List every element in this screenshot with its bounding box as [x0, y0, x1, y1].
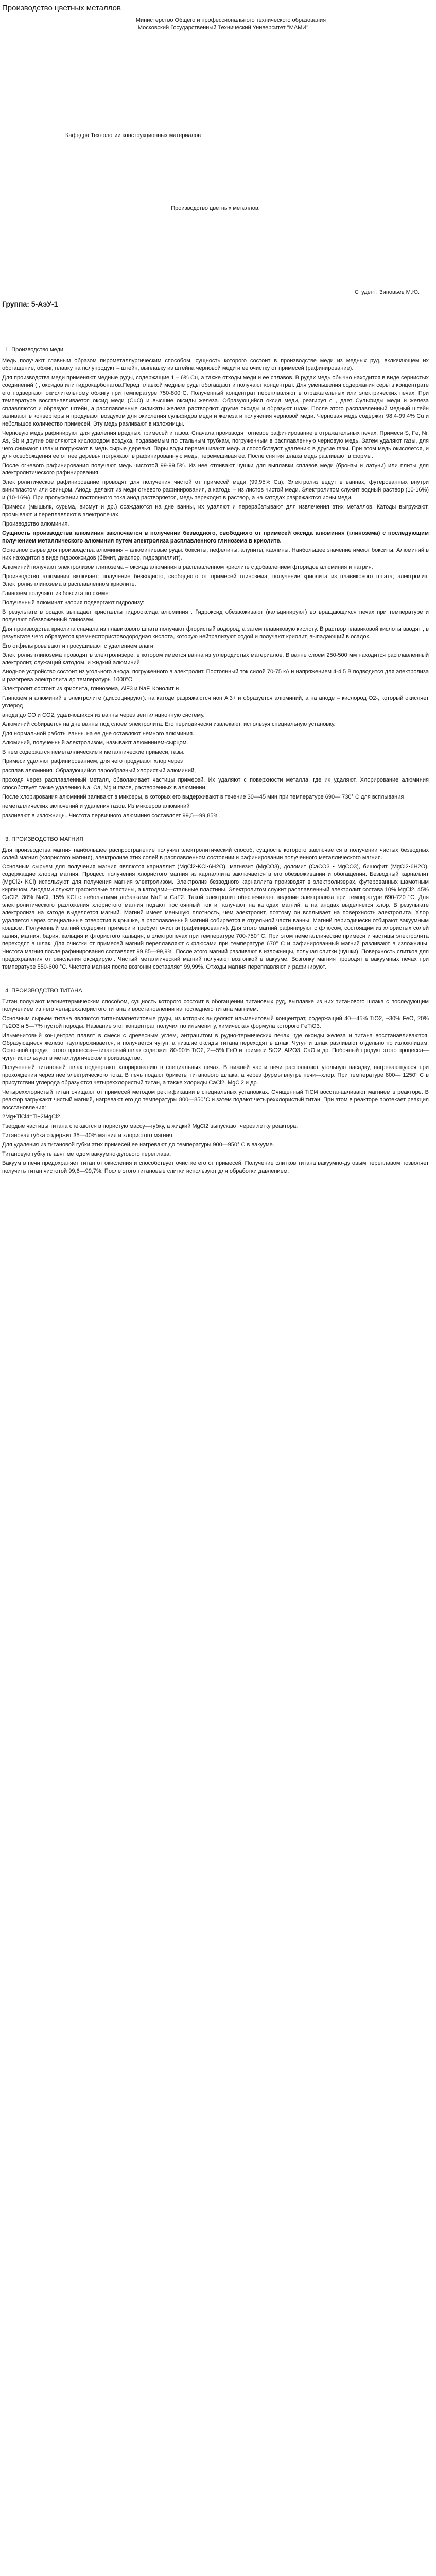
spacer	[2, 309, 429, 346]
paragraph: Глинозем и алюминий в электролите (диссоциируют): на катоде разряжаются ион Al3+ и образуется алюминий, а на аноде – кислород O2-, который окисляет углерод	[2, 695, 429, 709]
student-line: Студент: Зиновьев М.Ю.	[355, 289, 420, 296]
paragraph: Вакуум в печи предохраняет титан от окисления и способствует очистке его от примесей. Получение слитков титана вакуумно-дуговым переплавом позволяет получить титан чистотой 99,6—99,7%. После этого титановые слитки используют для обработки давлением.	[2, 1160, 429, 1174]
paragraph: Основным сырьем титана являются титаномагнетитовые руды, из которых выделяют ильменитовый концентрат, содержащий 40—45% TiO2, ~30% FeO, 20% Fe2O3 и 5—7% пустой породы. Название этот концентрат получил по ильмениту, химическая формула которого FeTiO3.	[2, 1015, 429, 1029]
paragraph: Черновую медь рафинируют для удаления вредных примесей и газов. Сначала производят огневое рафинирование в отражательных печах. Примеси S, Fe, Ni, As, Sb и другие окисляются кислородом воздуха, подаваемым по стальным трубкам, погруженным в расплавленную черновую медь. Затем удаляют газы, для чего снимают шлак и погружают в медь сырые деревья. Пары воды перемешивают медь и способствуют удалению в другие газы. При этом медь окисляется, и для освобождения ее от нее деревья погружают в рафинированную медь, перемешивая ее. После снятия шлака медь разливают в формы.	[2, 430, 429, 460]
document-title: Производство цветных металлов	[2, 4, 121, 12]
paragraph: Основным сырьем для получения магния являются карналлит (MgCl2•KCl•6H2O), магнезит (MgCO3), доломит (CaCO3 • MgCO3), бишофит (MgCl2•6H2O), содержащие хлорид магния. Процесс получения хлористого магния из карналлита заключается в его обезвоживании и обогащении. Безводный карналлит (MgCl2• KCl) используют для получения магния электролизом. Электролиз безводного карналлита производят в электролизерах, футерованных шамотным кирпичом. Анодами служат графитовые пластины, а катодами—стальные пластины. Электролитом служит расплавленный электролит состава 10% MgCl2, 45% CaCl2, 30% NaCl, 15% KCl с небольшими добавками NaF и CaF2. Такой электролит обеспечивает ведение электролиза при температуре 690-720 °С. Для электролитического разложения хлористого магния подают постоянный ток и получают на катодах магний, а на анодах выделяется хлор. В результате электролиза на катоде выделяется магний. Магний имеет меньшую плотность, чем электролит, поэтому он всплывает на поверхность электролита. Хлор удаляется через специальные отверстия в крышке, а расплавленный магний собирается в отдельной части ванны. Магний периодически отбирают вакуумным ковшом. Полученный магний содержит примеси и требует очистки (рафинирования). Для этого магний рафинируют с флюсом, состоящим из хлористых солей калия, магния, бария, кальция и фтористого кальция, в электропечах при температуре 700-750° С. При этом неметаллические примеси и частицы электролита переходят в шлак. Для очистки от примесей магний переплавляют с флюсами при температуре 670° С и рафинированный магний разливают в изложницы. Чистота магния после рафинирования составляет 99,85—99,9%. После этого магний разливают в изложницы, получая слитки (чушки). Поверхность слитков для предохранения от окисления оксидируют. Чистый металлический магний получают возгонкой в вакууме. Возгонку магния проводят в вакуумных печах при температуре 550-600 °С. Чистота магния после возгонки составляет 99,99%. Отходы магния переплавляют и рафинируют.	[2, 863, 429, 970]
spacer	[2, 821, 429, 836]
paragraph: После огневого рафинирования получают медь чистотой 99-99,5%. Из нее отливают чушки для выплавки сплавов меди (бронзы и латуни) или плиты для электролитического рафинирования.	[2, 462, 429, 477]
paragraph: Титан получают магниетермическим способом, сущность которого состоит в обогащении титановых руд, выплавке из них титанового шлака с последующим получением из него четыреххлористого титана и восстановлении из последнего титана магнием.	[2, 998, 429, 1012]
paragraph: Основное сырье для производства алюминия – алюминиевые руды: бокситы, нефелины, алуниты, каолины. Наибольшее значение имеют бокситы. Алюминий в них находится в виде гидрооксидов (бёмит, диаспор, гидраргиллит).	[2, 547, 429, 562]
paragraph: Его отфильтровывают и просушивают с удалением влаги.	[2, 642, 155, 649]
paragraph: Полученный титановый шлак подвергают хлорированию в специальных печах. В нижней части печи располагают угольную насадку, нагревающуюся при прохождении через нее электрического тока. В печь подают брикеты титанового шлака, а через фурмы внутрь печи—хлор. При температуре 800— 1250° С в присутствии углерода образуются четыреххлористый титан, а также хлориды CaCl2, MgCl2 и др.	[2, 1064, 429, 1087]
paragraph: 2Mg+TiCl4=Ti+2MgCl2.	[2, 1114, 62, 1121]
paragraph: Алюминий собирается на дне ванны под слоем электролита. Его периодически извлекают, используя специальную установку.	[2, 721, 336, 728]
section-heading-magnesium: 3. ПРОИЗВОДСТВО МАГНИЯ	[5, 836, 84, 842]
paragraph: Титановую губку плавят методом вакуумно-дугового переплава.	[2, 1150, 171, 1157]
paragraph: Медь получают главным образом пирометаллургическим способом, сущность которого состоит в производстве меди из медных руд, включающем их обогащение, обжиг, плавку на полупродукт – штейн, выплавку из штейна черновой меди и ее очистку от примесей (рафинирование).	[2, 358, 429, 372]
paragraph: разливают в изложницы. Чистота первичного алюминия составляет 99,5—99,85%.	[2, 812, 220, 819]
paragraph: Для производства меди применяют медные руды, содержащие 1 – 6% Cu, а также отходы меди и ее сплавов. В рудах медь обычно находится в виде сернистых соединений ( , оксидов или гидрокарбонатов.Перед плавкой медные руды обогащают и получают концентрат. Для уменьшения содержания серы в концентрате его подвергают окислительному обжигу при температуре 750-800°С. Полученный концентрат переплавляют в отражательных или электрических печах. При температуре восстанавливается оксид меди (CuO) и высшие оксиды железа. Образующийся оксид меди, реагируя с , дает Сульфиды меди и железа сплавляются и образуют штейн, а расплавленные силикаты железа растворяют другие оксиды и образуют шлак. После этого расплавленный медный штейн заливают в конвертеры и продувают воздухом для окисления сульфидов меди и железа и получения черновой меди. Черновая медь содержит 98,4-99,4% Cu и небольшое количество примесей. Эту медь разливают в изложницы.	[2, 375, 429, 427]
paragraph: Примеси (мышьяк, сурьма, висмут и др.) осаждаются на дне ванны, их удаляют и перерабатывают для извлечения этих металлов. Катоды выгружают, промывают и переплавляют в электропечах.	[2, 504, 429, 518]
document-page	[0, 0, 436, 1197]
university-line: Московский Государственный Технический Университет "МАМИ"	[137, 25, 309, 31]
ministry-line: Министерство Общего и профессионального технического образования	[135, 17, 326, 24]
paragraph: анода до CO и CO2, удаляющихся из ванны через вентиляционную систему.	[2, 712, 205, 719]
paragraph: неметаллических включений и удаления газов. Из миксеров алюминий	[2, 803, 190, 809]
paragraph: Ильменитовый концентрат плавят в смеси с древесным углем, антрацитом в рудно-термических печах, где оксиды железа и титана восстанавливаются. Образующиеся железо науглероживается, и получается чугун, а низшие оксиды титана переходят в шлак. Чугун и шлак разливают отдельно по изложницам. Основной продукт этого процесса—титановый шлак содержит 80-90% TiO2, 2—5% FeO и примеси SiO2, Al2O3, CaO и др. Побочный продукт этого процесса— чугун используют в металлургическом производстве.	[2, 1032, 429, 1062]
paragraph: Титановая губка содержит 35—40% магния и хлористого магния.	[2, 1132, 174, 1139]
paragraph: Примеси удаляют рафинированием, для чего продувают хлор через	[2, 758, 183, 765]
paragraph: Для удаления из титановой губки этих примесей ее нагревают до температуры 900—950° С в вакууме.	[2, 1141, 274, 1148]
paragraph: расплав алюминия. Образующийся парообразный хлористый алюминий,	[2, 767, 196, 774]
paragraph: Для нормальной работы ванны на ее дне оставляют немного алюминия.	[2, 731, 195, 737]
paragraph: После хлорирования алюминий заливают в миксеры, в которых его выдерживают в течение 30—45 мин при температуре 690— 730° С для всплывания	[2, 793, 404, 800]
paragraph: В нем содержатся неметаллические и металлические примеси, газы.	[2, 749, 185, 755]
paragraph: Анодное устройство состоит из угольного анода, погруженного в электролит. Постоянный ток силой 70-75 кА и напряжением 4-4,5 В подводится для электролиза и разогрева электролита до температуры 1000°C.	[2, 669, 429, 683]
paragraph: Алюминий получают электролизом глинозема – оксида алюминия в расплавленном криолите с добавлением фторидов алюминия и натрия.	[2, 564, 373, 570]
spacer	[2, 140, 429, 205]
department-line: Кафедра Технологии конструкционных материалов	[65, 132, 201, 139]
paragraph: Полученный алюминат натрия подвергают гидролизу:	[2, 599, 145, 606]
paragraph: проходя через расплавленный металл, обволакивает частицы примесей. Их удаляют с поверхности металла, где их удаляют. Хлорирование алюминия способствует также удалению Na, Ca, Mg и газов, растворенных в алюминии.	[2, 776, 429, 791]
spacer	[2, 212, 429, 289]
paragraph: Электролит состоит из криолита, глинозема, AlF3 и NaF. Криолит и	[2, 686, 179, 692]
paragraph: Твердые частицы титана спекаются в пористую массу—губку, а жидкий MgCl2 выпускают через летку реактора.	[2, 1123, 298, 1130]
paragraph: Электролиз глинозема проводят в электролизере, в котором имеется ванна из углеродистых материалов. В ванне слоем 250-500 мм находится расплавленный электролит, служащий катодом, и жидкий алюминий.	[2, 652, 429, 666]
section-heading-copper: 1. Производство меди.	[5, 347, 65, 353]
paragraph: Алюминий, полученный электролизом, называют алюминием-сырцом.	[2, 740, 188, 747]
section-heading-titanium: 4. ПРОИЗВОДСТВО ТИТАНА	[5, 987, 82, 994]
paragraph: Глинозем получают из боксита по схеме:	[2, 590, 110, 597]
group-line: Группа: 5-АэУ-1	[2, 300, 58, 309]
spacer	[2, 973, 429, 987]
paragraph: Производство алюминия включает: получение безводного, свободного от примесей глинозема; получение криолита из плавикового шпата; электролиз. Электролиз глинозема в расплавленном криолите.	[2, 573, 429, 587]
paragraph: Для производства криолита сначала из плавикового шпата получают фтористый водород, а затем плавиковую кислоту. В раствор плавиковой кислоты вводят , в результате чего образуется кремнефтористоводородная кислота, которую нейтрализуют содой и получают криолит, выпадающий в осадок.	[2, 625, 429, 640]
work-title: Производство цветных металлов.	[171, 205, 260, 212]
paragraph: Четыреххлористый титан очищают от примесей методом ректификации в специальных установках. Очищенный TiCl4 восстанавливают магнием в реакторе. В реактор загружают чистый магний, нагревают его до температуры 800—850°С и затем подают четыреххлористый титан. При этом в реакторе протекает реакция восстановления:	[2, 1089, 429, 1111]
paragraph: Электролитическое рафинирование проводят для получения чистой от примесей меди (99,95% Cu). Электролиз ведут в ваннах, футерованных внутри винипластом или свинцом. Аноды делают из меди огневого рафинирования, а катоды – из листов чистой меди. Электролитом служит водный раствор (10-16%) и (10-16%). При пропускании постоянного тока анод растворяется, медь переходит в раствор, а на катодах разряжаются ионы меди.	[2, 479, 429, 501]
paragraph: В результате в осадок выпадает кристаллы гидрооксида алюминия . Гидроксид обезвоживают (кальцинируют) во вращающихся печах при температуре и получают обезвоженный глинозем.	[2, 608, 429, 623]
paragraph: Для производства магния наибольшее распространение получил электролитический способ, сущность которого заключается в получении чистых безводных солей магния (хлористого магния), электролизе этих солей в расплавленном состоянии и рафинировании полученного металлического магния.	[2, 846, 429, 861]
essence-paragraph: Сущность производства алюминия заключается в получении безводного, свободного от примесей оксида алюминия (глинозема) с последующим получением металлического алюминия путем электролиза расплавленного глинозема в криолите.	[2, 530, 429, 545]
spacer	[2, 32, 429, 132]
subheading-aluminum: Производство алюминия.	[2, 521, 69, 528]
